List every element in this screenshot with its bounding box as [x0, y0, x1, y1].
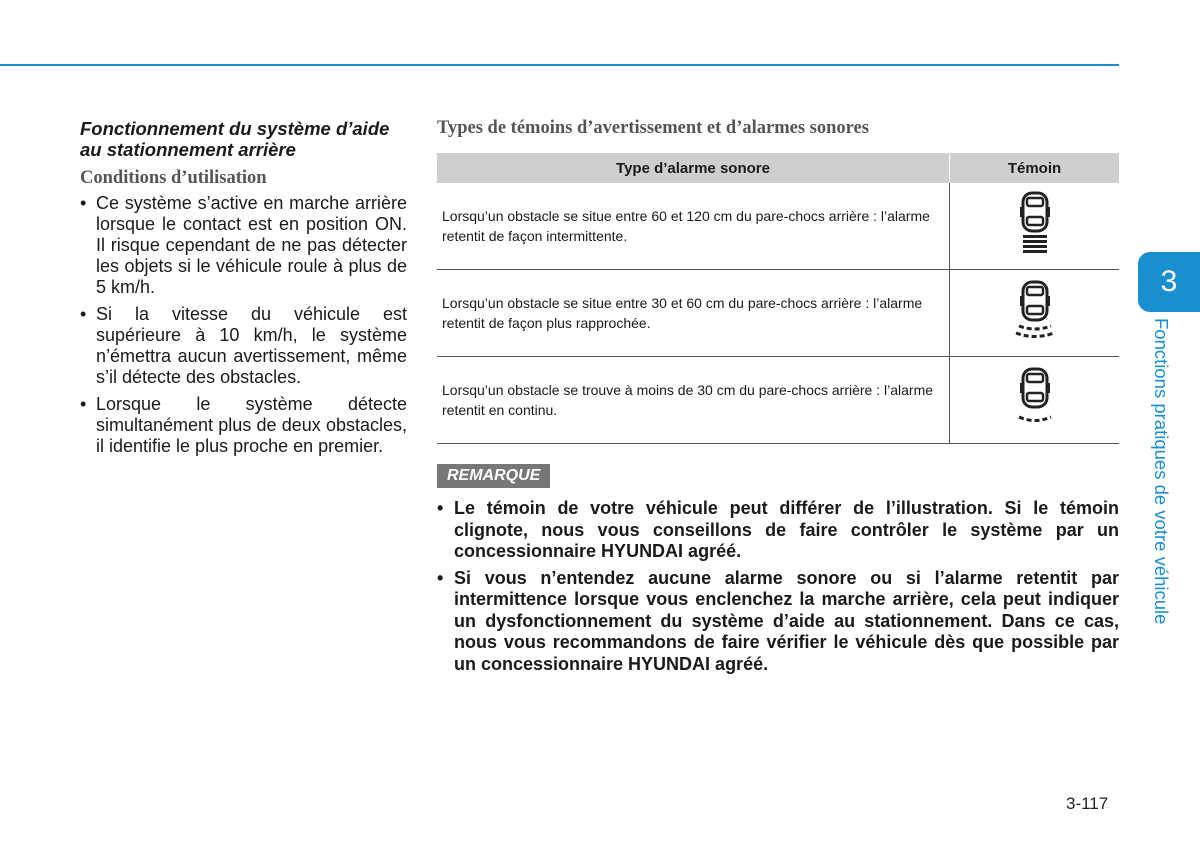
- left-column: [80, 118, 407, 463]
- list-item: • Si vous n’entendez aucune alarme sonore ou si l’alarme retentit par intermittence lorsque vous enclenchez la marche arrière, cela peut indiquer un dysfonctionnement du système d’aide au stationnement. Dans ce cas, nous vous recommandons de faire vérifier le véhicule dès que possible par un concessionnaire HYUNDAI agréé.: [437, 568, 1119, 676]
- chapter-title: Fonctions pratiques de votre véhicule: [1151, 318, 1172, 625]
- list-item: • Si la vitesse du véhicule est supérieure à 10 km/h, le système n’émettra aucun avertissement, même s’il détecte des obstacles.: [80, 304, 407, 388]
- table-header-row: [437, 153, 1119, 183]
- table-row: [437, 183, 1119, 270]
- car-sensor-far-icon: [1018, 191, 1052, 257]
- chapter-number-tab: 3: [1138, 252, 1200, 312]
- table-cell-description: Lorsqu’un obstacle se trouve à moins de 30 cm du pare-chocs arrière : l’alarme retentit en continu.: [437, 357, 950, 444]
- remark-label: REMARQUE: [437, 464, 550, 488]
- right-column: [437, 118, 1119, 680]
- car-sensor-mid-icon: [1013, 280, 1057, 342]
- table-header-type: Type d’alarme sonore: [437, 153, 950, 183]
- alarm-table: [437, 153, 1119, 444]
- table-cell-description: Lorsqu’un obstacle se situe entre 60 et 120 cm du pare-chocs arrière : l’alarme retentit de façon intermittente.: [437, 183, 950, 270]
- conditions-subheading: Conditions d’utilisation: [80, 168, 267, 188]
- chapter-title-vertical: [1150, 318, 1180, 638]
- page-number: 3-117: [1066, 794, 1109, 813]
- section-title: Fonctionnement du système d’aide au stationnement arrière: [80, 118, 390, 160]
- list-item: • Ce système s’active en marche arrière lorsque le contact est en position ON. Il risque cependant de ne pas détecter les objets si le véhicule roule à plus de 5 km/h.: [80, 193, 407, 298]
- top-rule: [0, 64, 1119, 66]
- list-item: • Le témoin de votre véhicule peut différer de l’illustration. Si le témoin clignote, nous vous conseillons de faire contrôler le système par un concessionnaire HYUNDAI agréé.: [437, 498, 1119, 563]
- remark-notes: [437, 498, 1119, 675]
- table-row: [437, 270, 1119, 357]
- table-header-indicator: Témoin: [950, 153, 1120, 183]
- car-sensor-near-icon: [1013, 367, 1057, 429]
- conditions-list: [80, 193, 407, 457]
- table-title: Types de témoins d’avertissement et d’alarmes sonores: [437, 118, 869, 138]
- list-item: • Lorsque le système détecte simultanément plus de deux obstacles, il identifie le plus proche en premier.: [80, 394, 407, 457]
- table-cell-description: Lorsqu’un obstacle se situe entre 30 et 60 cm du pare-chocs arrière : l’alarme retentit de façon plus rapprochée.: [437, 270, 950, 357]
- table-row: [437, 357, 1119, 444]
